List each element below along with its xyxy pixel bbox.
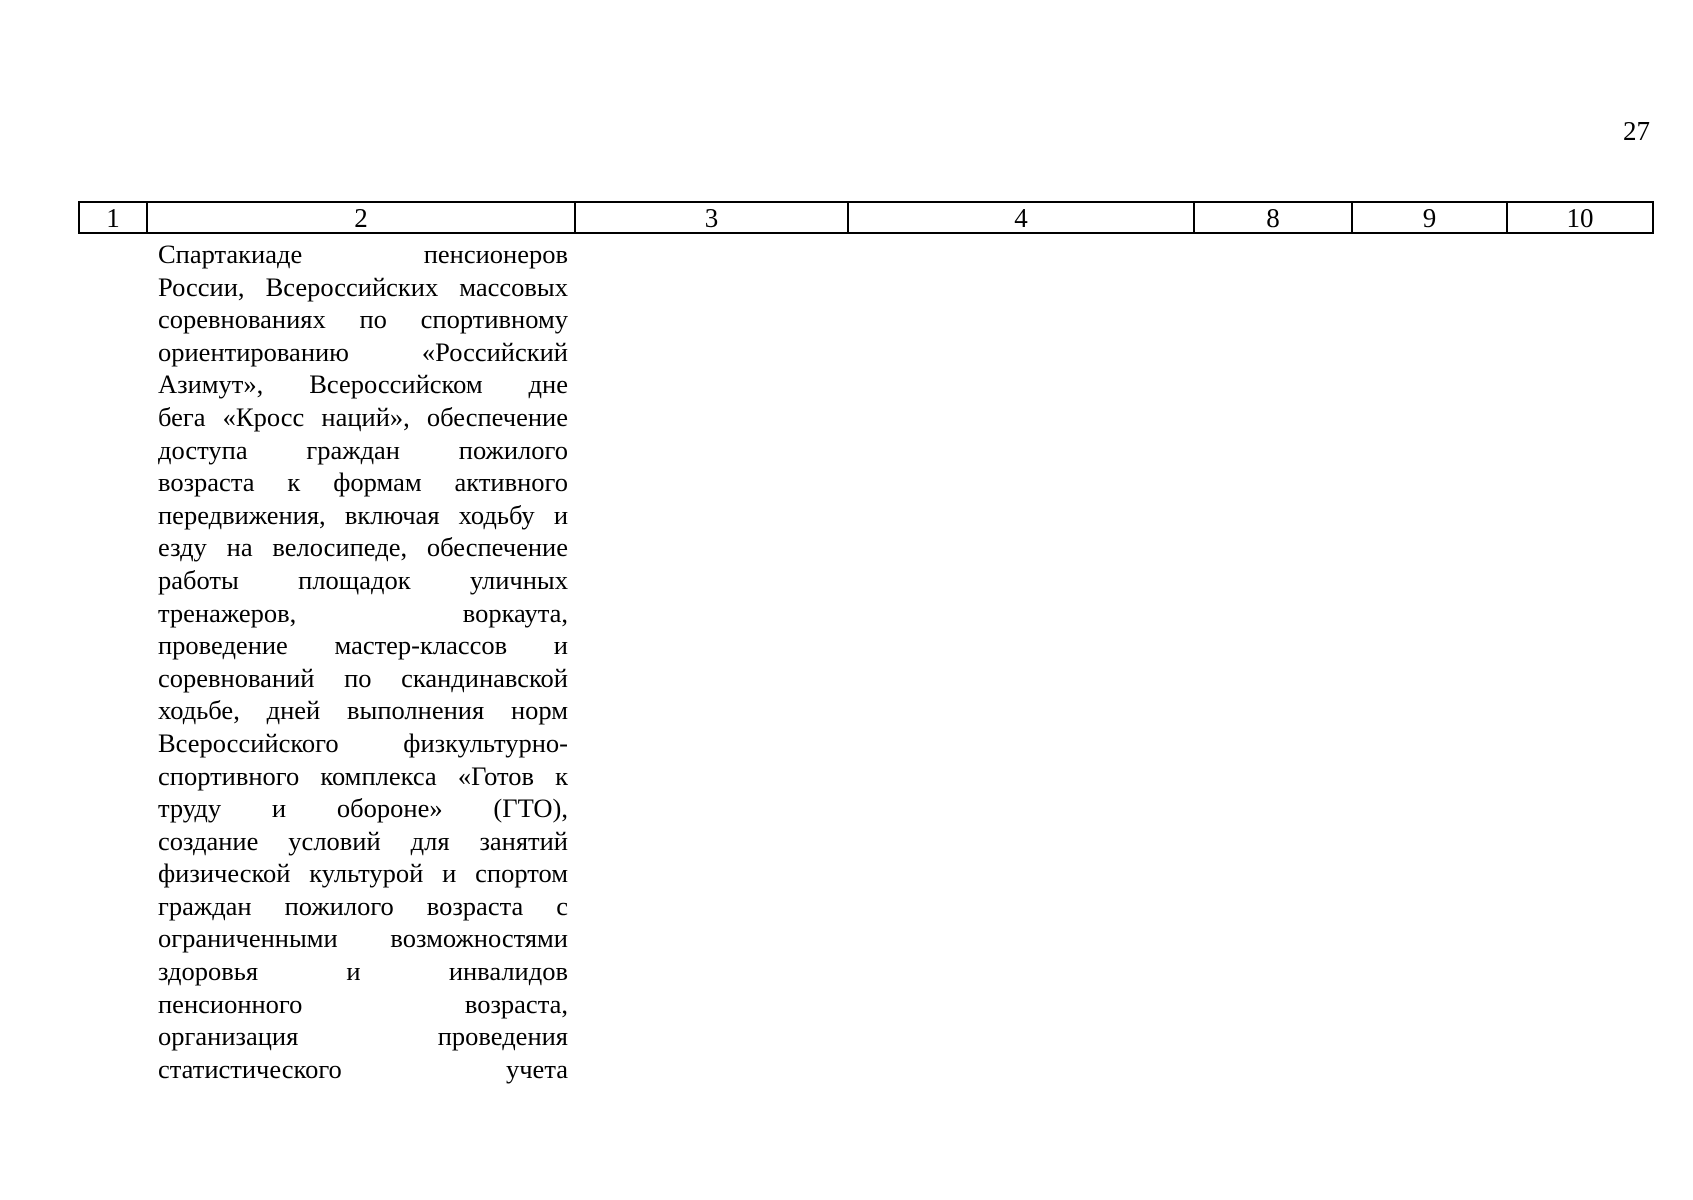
text-line: труду и обороне» (ГТО), <box>158 793 568 824</box>
text-line: Спартакиаде пенсионеров <box>158 239 568 269</box>
text-line: Всероссийского физкультурно- <box>158 727 568 758</box>
text-line: статистического учета <box>158 1053 568 1084</box>
text-line: проведение мастер-классов и <box>158 630 568 661</box>
text-line: соревнованиях по спортивному <box>158 304 568 335</box>
table-cell-column-2-text <box>158 238 568 1085</box>
text-line: создание условий для занятий <box>158 825 568 856</box>
text-line: соревнований по скандинавской <box>158 662 568 693</box>
text-line: ограниченными возможностями <box>158 923 568 954</box>
text-line: граждан пожилого возраста с <box>158 890 568 921</box>
table-header-cell-8: 8 <box>1195 203 1353 232</box>
text-line: ходьбе, дней выполнения норм <box>158 695 568 726</box>
text-line: физической культурой и спортом <box>158 858 568 889</box>
text-line: тренажеров, воркаута, <box>158 597 568 628</box>
text-line: работы площадок уличных <box>158 564 568 595</box>
text-line: езду на велосипеде, обеспечение <box>158 532 568 563</box>
page-number: 27 <box>1623 116 1650 146</box>
text-line: пенсионного возраста, <box>158 988 568 1019</box>
table-header-cell-10: 10 <box>1566 203 1594 233</box>
text-line: ориентированию «Российский <box>158 336 568 367</box>
text-line: Азимут», Всероссийском дне <box>158 369 568 400</box>
table-header-cell-1: 1 <box>80 203 148 232</box>
table-header-row <box>78 201 1654 234</box>
text-line: спортивного комплекса «Готов к <box>158 760 568 791</box>
text-line: доступа граждан пожилого <box>158 434 568 465</box>
text-line: передвижения, включая ходьбу и <box>158 499 568 530</box>
table-header-cell-4: 4 <box>849 203 1195 232</box>
text-line: здоровья и инвалидов <box>158 956 568 987</box>
table-header-cell-2: 2 <box>148 203 576 232</box>
text-line: организация проведения <box>158 1021 568 1052</box>
table-header-cell-3: 3 <box>576 203 849 232</box>
table-header-cell-9: 9 <box>1353 203 1508 232</box>
text-line: России, Всероссийских массовых <box>158 271 568 302</box>
text-line: бега «Кросс наций», обеспечение <box>158 401 568 432</box>
text-line: возраста к формам активного <box>158 467 568 498</box>
